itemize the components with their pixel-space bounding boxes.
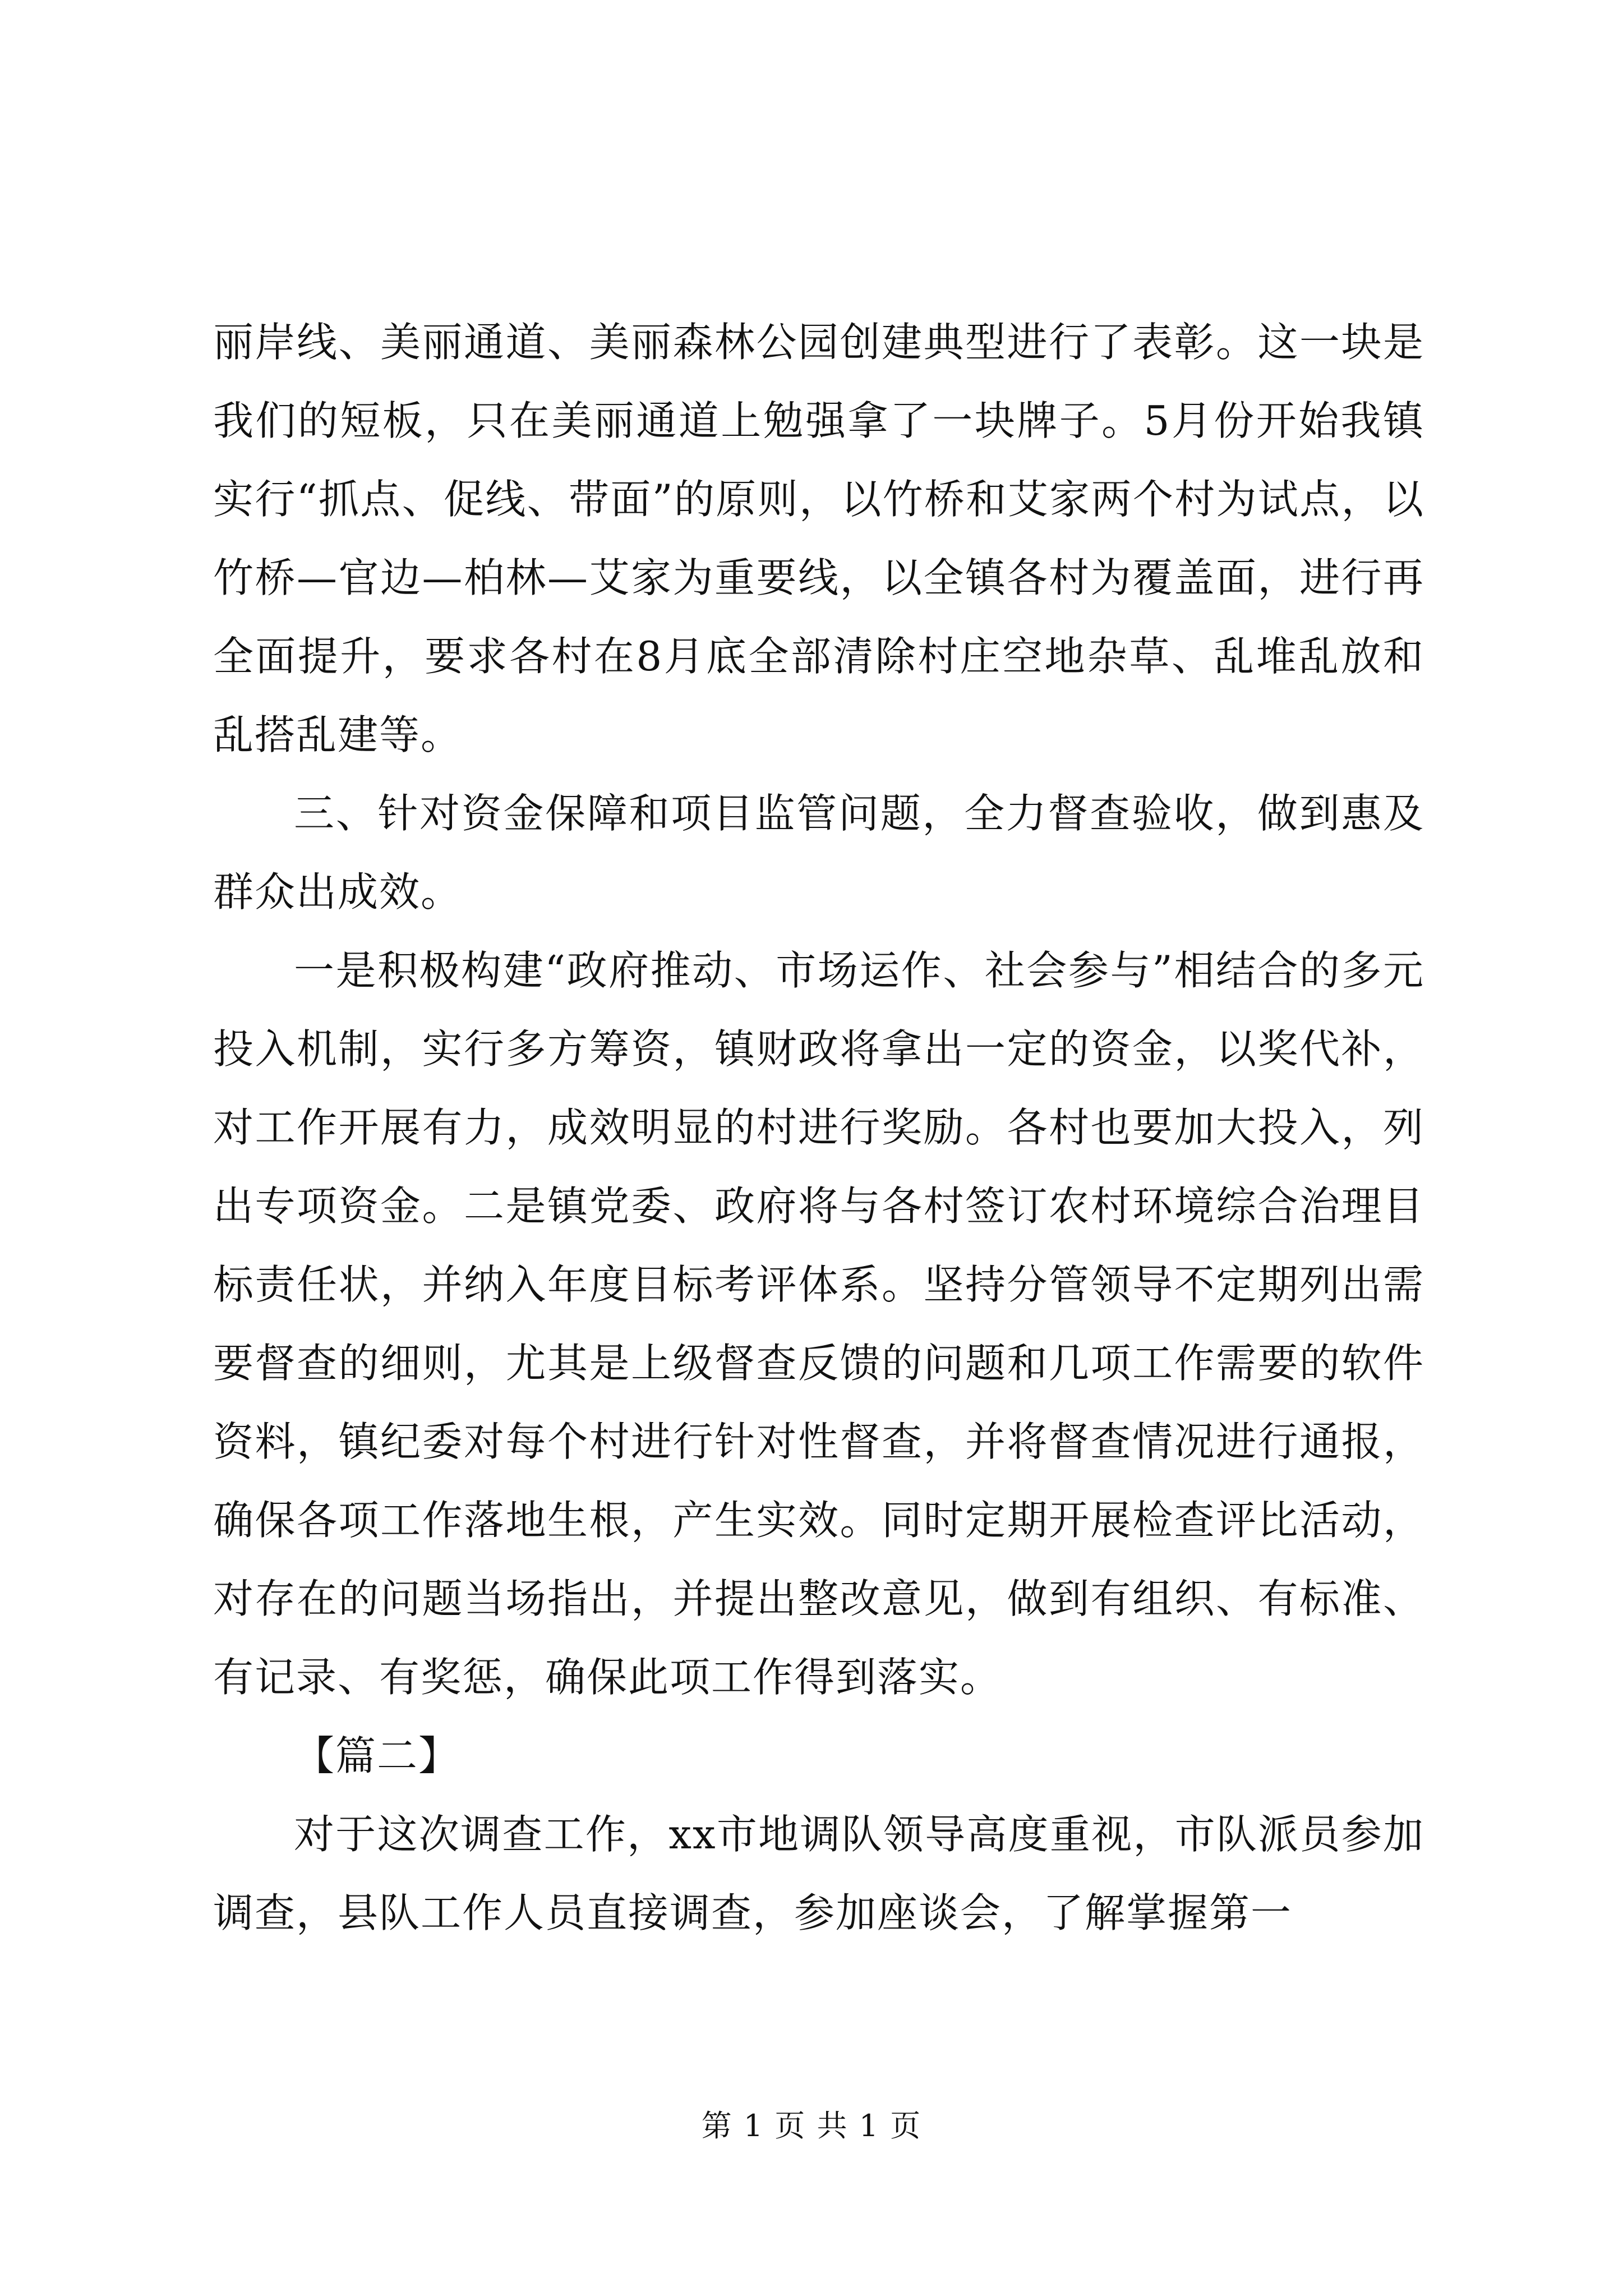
paragraph-section-three-body: 一是积极构建“政府推动、市场运作、社会参与”相结合的多元投入机制，实行多方筹资，镇财政将拿出一定的资金，以奖代补，对工作开展有力，成效明显的村进行奖励。各村也要加大投入，列出专项资金。二是镇党委、政府将与各村签订农村环境综合治理目标责任状，并纳入年度目标考评体系。坚持分管领导不定期列出需要督查的细则，尤其是上级督查反馈的问题和几项工作需要的软件资料，镇纪委对每个村进行针对性督查，并将督查情况进行通报，确保各项工作落地生根，产生实效。同时定期开展检查评比活动，对存在的问题当场指出，并提出整改意见，做到有组织、有标准、有记录、有奖惩，确保此项工作得到落实。 [213,947,1424,1701]
page-number-label: 第 1 页 共 1 页 [701,2108,922,2143]
paragraph-continued: 丽岸线、美丽通道、美丽森林公园创建典型进行了表彰。这一块是我们的短板，只在美丽通道上勉强拿了一块牌子。5月份开始我镇实行“抓点、促线、带面”的原则，以竹桥和艾家两个村为试点，以竹桥—官边—柏林—艾家为重要线，以全镇各村为覆盖面，进行再全面提升，要求各村在8月底全部清除村庄空地杂草、乱堆乱放和乱搭乱建等。 [213,319,1424,758]
part-two-heading: 【篇二】 [294,1732,460,1779]
page-footer [0,2106,1623,2146]
document-body [213,303,1424,1952]
section-three-heading: 三、针对资金保障和项目监管问题，全力督查验收，做到惠及群众出成效。 [213,790,1424,915]
paragraph-part-two-intro: 对于这次调查工作，xx市地调队领导高度重视，市队派员参加调查，县队工作人员直接调查，参加座谈会，了解掌握第一 [213,1811,1424,1936]
